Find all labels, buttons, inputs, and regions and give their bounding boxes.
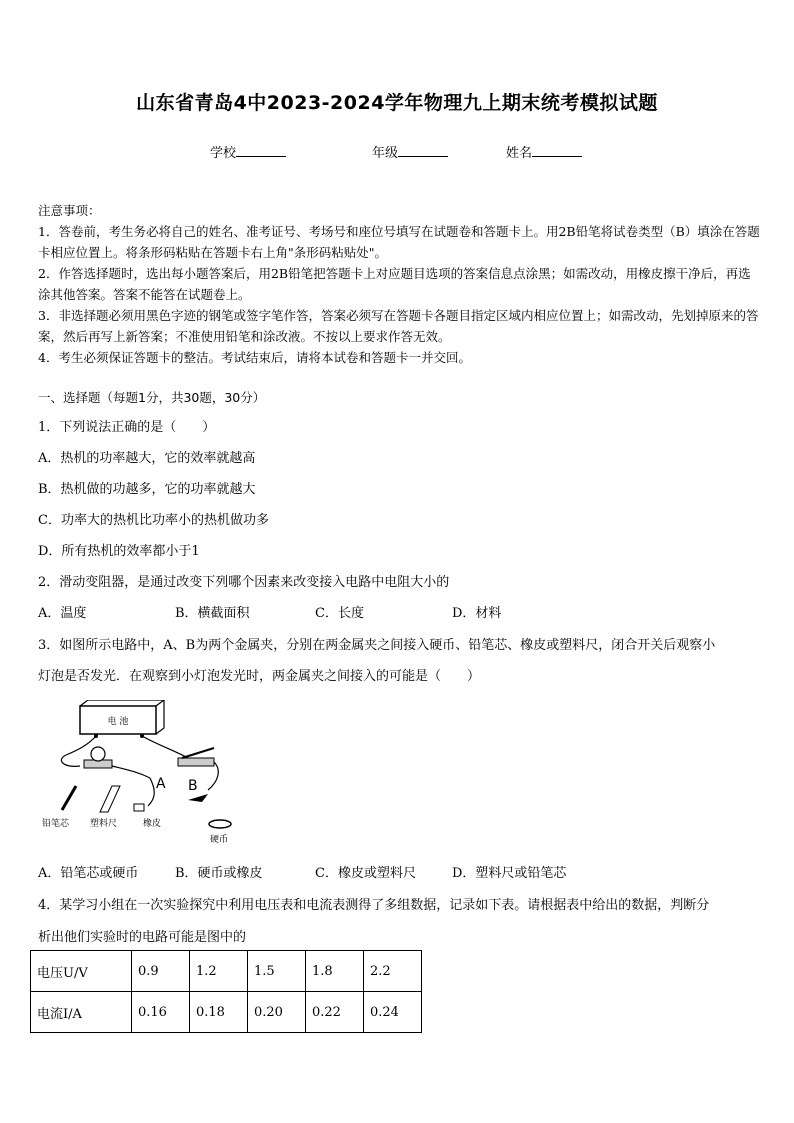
table-cell: 1.5 bbox=[248, 951, 306, 992]
notice-item: 3．非选择题必须用黑色字迹的钢笔或签字笔作答，答案必须写在答题卡各题目指定区域内相应位置上；如需改动，先划掉原来的答案，然后再写上新答案；不准使用铅笔和涂改液。不按以上要求作答无效。 bbox=[38, 308, 759, 344]
clip-b-label: B bbox=[188, 778, 198, 794]
notice-item: 4．考生必须保证答题卡的整洁。考试结束后，请将本试卷和答题卡一并交回。 bbox=[38, 350, 471, 365]
q3-option-a: A．铅笔芯或硬币 bbox=[38, 866, 139, 881]
battery-label: 电 池 bbox=[107, 717, 129, 727]
notice-item: 1．答卷前，考生务必将自己的姓名、准考证号、考场号和座位号填写在试题卷和答题卡上。用2B铅笔将试卷类型（B）填涂在答题卡相应位置上。将条形码粘贴在答题卡右上角"条形码粘贴处"。 bbox=[38, 224, 760, 260]
table-cell: 0.22 bbox=[306, 992, 364, 1033]
table-cell: 0.18 bbox=[190, 992, 248, 1033]
bulb-icon bbox=[84, 747, 112, 768]
q4-stem-line2: 析出他们实验时的电路可能是图中的 bbox=[38, 930, 247, 945]
table-cell: 1.8 bbox=[306, 951, 364, 992]
q1-option-a: A．热机的功率越大，它的效率就越高 bbox=[38, 451, 256, 466]
q2-option-d: D．材料 bbox=[452, 606, 502, 621]
school-field bbox=[210, 142, 286, 161]
table-cell: 0.20 bbox=[248, 992, 306, 1033]
table-row bbox=[31, 951, 422, 992]
q3-stem-line1: 3．如图所示电路中，A、B为两个金属夹，分别在两金属夹之间接入硬币、铅笔芯、橡皮或塑料尺，闭合开关后观察小 bbox=[38, 638, 716, 653]
school-blank bbox=[236, 144, 286, 157]
q3-option-b: B．硬币或橡皮 bbox=[175, 866, 263, 881]
notice-section bbox=[38, 200, 760, 368]
table-row bbox=[31, 992, 422, 1033]
q1-option-d: D．所有热机的效率都小于1 bbox=[38, 544, 200, 559]
switch-icon bbox=[178, 748, 214, 766]
table-cell: 0.24 bbox=[364, 992, 422, 1033]
notice-item: 2．作答选择题时，选出每小题答案后，用2B铅笔把答题卡上对应题目选项的答案信息点涂黑；如需改动，用橡皮擦干净后，再选涂其他答案。答案不能答在试题卷上。 bbox=[38, 266, 751, 302]
school-label: 学校 bbox=[210, 146, 237, 161]
q2-stem: 2．滑动变阻器，是通过改变下列哪个因素来改变接入电路中电阻大小的 bbox=[38, 575, 450, 590]
notice-heading: 注意事项： bbox=[38, 203, 101, 218]
q1-option-b: B．热机做的功越多，它的功率就越大 bbox=[38, 482, 256, 497]
grade-field bbox=[372, 142, 448, 161]
section-heading: 一、选择题（每题1分，共30题，30分） bbox=[38, 390, 266, 405]
grade-label: 年级 bbox=[372, 146, 399, 161]
q4-stem-line1: 4．某学习小组在一次实验探究中利用电压表和电流表测得了多组数据，记录如下表。请根据表中给出的数据，判断分 bbox=[38, 898, 710, 913]
table-cell: 0.16 bbox=[132, 992, 190, 1033]
q1-stem: 1．下列说法正确的是（ ） bbox=[38, 420, 216, 435]
data-table bbox=[30, 950, 422, 1033]
name-blank bbox=[532, 144, 582, 157]
coin-label: 硬币 bbox=[210, 835, 229, 845]
eraser-label: 橡皮 bbox=[143, 819, 162, 829]
q3-option-d: D．塑料尺或铅笔芯 bbox=[452, 866, 567, 881]
q2-option-a: A．温度 bbox=[38, 606, 87, 621]
table-row-label: 电流I/A bbox=[31, 992, 132, 1033]
table-row-label: 电压U/V bbox=[31, 951, 132, 992]
q1-option-c: C．功率大的热机比功率小的热机做功多 bbox=[38, 513, 269, 528]
q3-option-c: C．橡皮或塑料尺 bbox=[315, 866, 416, 881]
q2-option-b: B．横截面积 bbox=[175, 606, 250, 621]
pencil-lead-label: 铅笔芯 bbox=[42, 819, 70, 829]
table-cell: 0.9 bbox=[132, 951, 190, 992]
name-label: 姓名 bbox=[506, 146, 533, 161]
table-cell: 1.2 bbox=[190, 951, 248, 992]
ruler-label: 塑料尺 bbox=[90, 819, 118, 829]
page-title: 山东省青岛4中2023-2024学年物理九上期末统考模拟试题 bbox=[136, 92, 658, 114]
q2-option-c: C．长度 bbox=[315, 606, 364, 621]
pencil-lead-icon bbox=[62, 786, 76, 810]
clip-a-label: A bbox=[156, 776, 166, 792]
circuit-figure bbox=[38, 700, 248, 850]
coin-icon bbox=[209, 820, 231, 828]
grade-blank bbox=[398, 144, 448, 157]
name-field bbox=[506, 142, 582, 161]
table-cell: 2.2 bbox=[364, 951, 422, 992]
ruler-icon bbox=[100, 786, 120, 812]
eraser-icon bbox=[134, 804, 144, 811]
q3-stem-line2: 灯泡是否发光．在观察到小灯泡发光时，两金属夹之间接入的可能是（ ） bbox=[38, 669, 481, 684]
